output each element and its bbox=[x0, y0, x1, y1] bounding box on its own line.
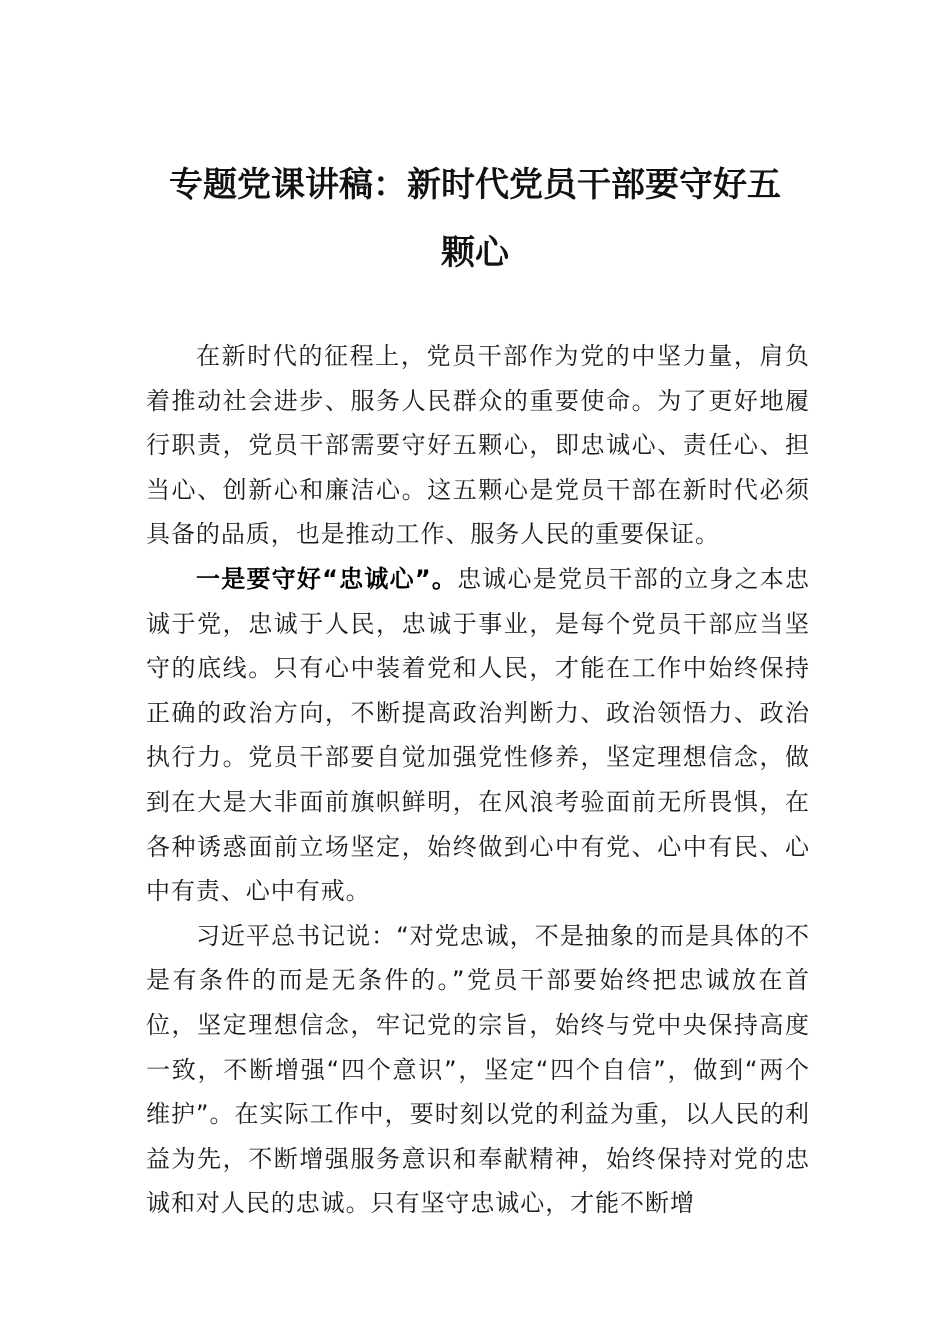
paragraph-loyalty bbox=[146, 557, 810, 914]
paragraph-text: 在新时代的征程上，党员干部作为党的中坚力量，肩负着推动社会进步、服务人民群众的重要使命。为了更好地履行职责，党员干部需要守好五颗心，即忠诚心、责任心、担当心、创新心和廉洁心。这五颗心是党员干部在新时代必须具备的品质，也是推动工作、服务人民的重要保证。 bbox=[146, 342, 810, 549]
document-body bbox=[146, 334, 810, 1226]
paragraph-intro bbox=[146, 334, 810, 557]
paragraph-quote bbox=[146, 914, 810, 1226]
document-title-line-2: 颗心 bbox=[441, 233, 509, 273]
paragraph-text: 忠诚心是党员干部的立身之本忠诚于党，忠诚于人民，忠诚于事业，是每个党员干部应当坚守的底线。只有心中装着党和人民，才能在工作中始终保持正确的政治方向，不断提高政治判断力、政治领悟力、政治执行力。党员干部要自觉加强党性修养，坚定理想信念，做到在大是大非面前旗帜鲜明，在风浪考验面前无所畏惧，在各种诱惑面前立场坚定，始终做到心中有党、心中有民、心中有责、心中有戒。 bbox=[146, 564, 810, 906]
paragraph-text: 习近平总书记说：“对党忠诚，不是抽象的而是具体的不是有条件的而是无条件的。”党员干部要始终把忠诚放在首位，坚定理想信念，牢记党的宗旨，始终与党中央保持高度一致，不断增强“四个意识”，坚定“四个自信”，做到“两个维护”。在实际工作中，要时刻以党的利益为重，以人民的利益为先，不断增强服务意识和奉献精神，始终保持对党的忠诚和对人民的忠诚。只有坚守忠诚心，才能不断增 bbox=[146, 921, 810, 1218]
paragraph-heading: 一是要守好“忠诚心”。 bbox=[196, 564, 458, 593]
document-title-line-1: 专题党课讲稿：新时代党员干部要守好五 bbox=[169, 165, 781, 205]
